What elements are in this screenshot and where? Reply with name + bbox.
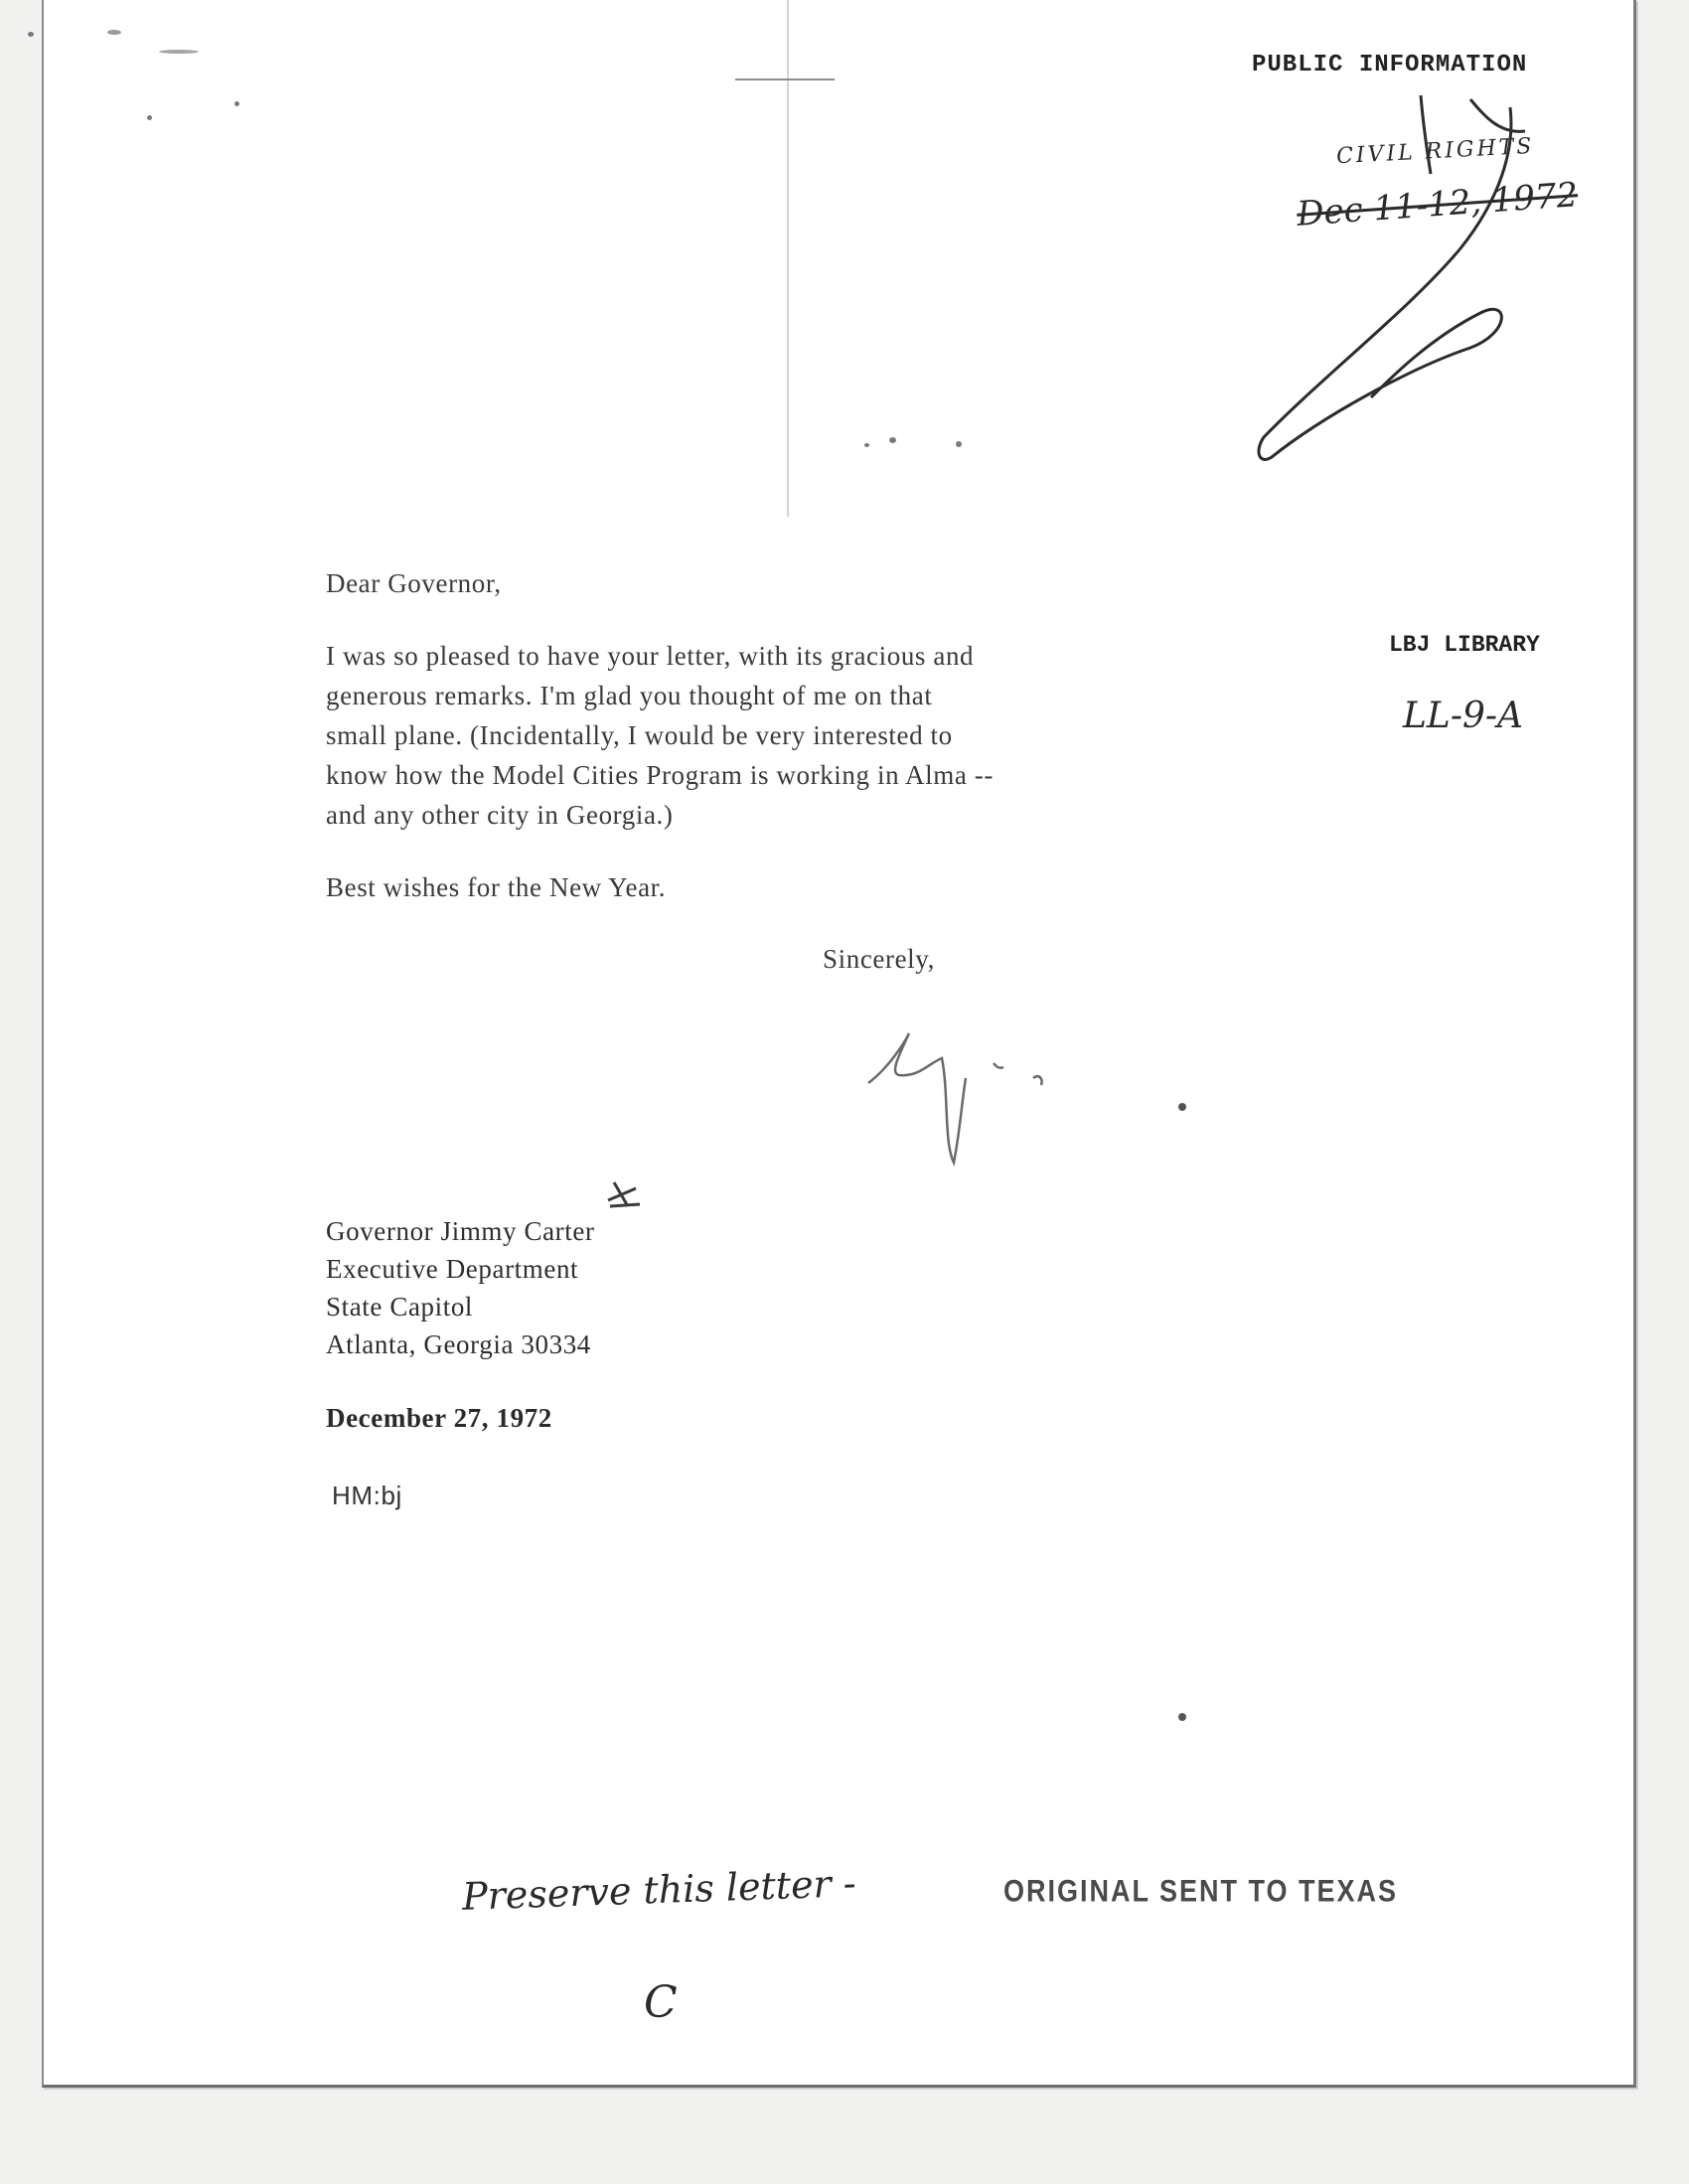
- signature-scribble: [868, 1033, 1042, 1163]
- pen-initial-stroke: [1470, 99, 1525, 131]
- handwritten-note: Preserve this letter -: [461, 1861, 857, 1919]
- recipient-building: State Capitol: [326, 1292, 474, 1322]
- pen-loop-stroke: [1259, 107, 1511, 459]
- letter-date: December 27, 1972: [326, 1403, 552, 1433]
- typist-initials: HM:bj: [332, 1481, 402, 1510]
- pen-initial-stroke: [1421, 95, 1431, 174]
- handwritten-code: LL-9-A: [1403, 696, 1524, 736]
- recipient-city: Atlanta, Georgia 30334: [326, 1329, 591, 1359]
- handwritten-category: CIVIL RIGHTS: [1335, 133, 1535, 170]
- signoff: Sincerely,: [823, 944, 935, 974]
- handwritten-date: Dec 11-12, 1972: [1295, 175, 1580, 234]
- letter-paragraph: [326, 636, 994, 835]
- paragraph-line: know how the Model Cities Program is working in Alma --: [326, 760, 994, 790]
- handwritten-initial: C: [644, 1977, 678, 2028]
- paragraph-line: I was so pleased to have your letter, with its gracious and: [326, 641, 975, 671]
- paragraph-line: small plane. (Incidentally, I would be very interested to: [326, 720, 953, 750]
- recipient-address: [326, 1212, 595, 1363]
- recipient-name: Governor Jimmy Carter: [326, 1216, 595, 1246]
- salutation: Dear Governor,: [326, 568, 502, 598]
- paragraph-line: generous remarks. I'm glad you thought of me on that: [326, 681, 933, 710]
- public-information-stamp: PUBLIC INFORMATION: [1252, 52, 1528, 78]
- lbj-library-stamp: LBJ LIBRARY: [1389, 632, 1540, 658]
- recipient-department: Executive Department: [326, 1254, 579, 1284]
- closing-line: Best wishes for the New Year.: [326, 872, 667, 902]
- paragraph-line: and any other city in Georgia.): [326, 800, 674, 830]
- star-mark: [608, 1182, 640, 1206]
- original-sent-stamp: ORIGINAL SENT TO TEXAS: [1003, 1873, 1399, 1909]
